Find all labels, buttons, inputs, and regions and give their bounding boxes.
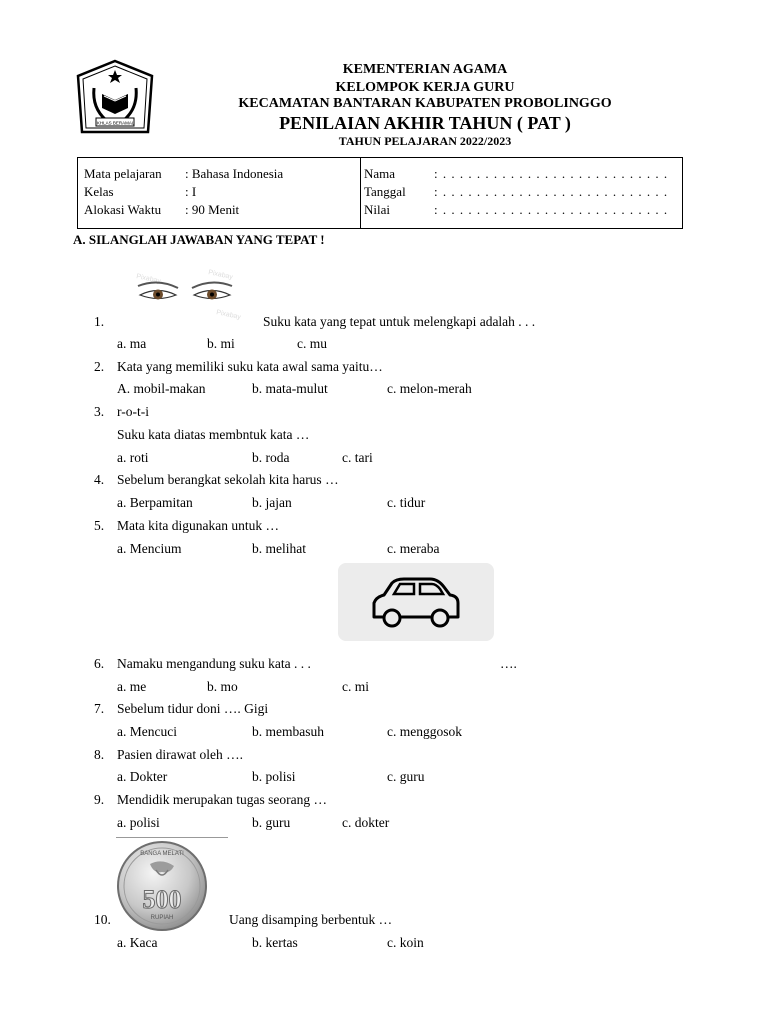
date-label: Tanggal <box>364 184 406 199</box>
question-number: 9. <box>94 792 105 807</box>
option-c[interactable]: c. koin <box>387 935 424 950</box>
option-a[interactable]: a. me <box>117 679 147 694</box>
svg-text:Pixabay: Pixabay <box>215 309 242 322</box>
date-field[interactable]: : . . . . . . . . . . . . . . . . . . . . . . . . . . . <box>434 184 669 199</box>
option-c[interactable]: c. dokter <box>342 815 390 830</box>
option-c[interactable]: c. tidur <box>387 495 426 510</box>
option-a[interactable]: a. Mencuci <box>117 724 177 739</box>
question-number: 4. <box>94 472 105 487</box>
question-text: Pasien dirawat oleh …. <box>117 747 243 762</box>
option-c[interactable]: c. mu <box>297 336 327 351</box>
name-field[interactable]: : . . . . . . . . . . . . . . . . . . . . . . . . . . . <box>434 166 669 181</box>
exam-title: PENILAIAN AKHIR TAHUN ( PAT ) <box>279 113 571 133</box>
coin-value-text: 500 <box>142 885 182 914</box>
question-text-continued: Suku kata diatas membntuk kata … <box>117 427 310 442</box>
question-number: 3. <box>94 404 105 419</box>
time-label: Alokasi Waktu <box>84 202 162 217</box>
option-b[interactable]: b. guru <box>252 815 291 830</box>
question-text: Uang disamping berbentuk … <box>229 912 393 927</box>
option-a[interactable]: a. Berpamitan <box>117 495 193 510</box>
info-divider <box>360 158 361 228</box>
option-a[interactable]: a. Mencium <box>117 541 182 556</box>
class-label: Kelas <box>84 184 114 199</box>
option-a[interactable]: a. roti <box>117 450 149 465</box>
student-info-box <box>77 157 683 229</box>
option-b[interactable]: b. membasuh <box>252 724 324 739</box>
question-text: Kata yang memiliki suku kata awal sama yaitu… <box>117 359 383 374</box>
question-number: 5. <box>94 518 105 533</box>
section-a-heading: A. SILANGLAH JAWABAN YANG TEPAT ! <box>73 232 325 247</box>
class-value: : I <box>185 184 197 199</box>
eyes-image <box>116 264 256 326</box>
logo-ribbon-text: IKHLAS BERAMAL <box>95 120 135 126</box>
svg-text:Pixabay: Pixabay <box>207 269 234 282</box>
question-number: 10. <box>94 912 111 927</box>
option-c[interactable]: c. guru <box>387 769 425 784</box>
option-b[interactable]: b. mo <box>207 679 238 694</box>
score-field[interactable]: : . . . . . . . . . . . . . . . . . . . . . . . . . . . <box>434 202 669 217</box>
question-blank: …. <box>500 656 517 671</box>
svg-text:Pixabay: Pixabay <box>135 273 162 286</box>
question-number: 1. <box>94 314 105 329</box>
question-text: r-o-t-i <box>117 404 149 419</box>
teacher-group-name: KELOMPOK KERJA GURU <box>335 80 515 95</box>
question-text: Suku kata yang tepat untuk melengkapi adalah . . . <box>263 314 536 329</box>
option-c[interactable]: c. mi <box>342 679 369 694</box>
option-c[interactable]: c. melon-merah <box>387 381 472 396</box>
kementerian-agama-logo <box>74 58 156 138</box>
district-name: KECAMATAN BANTARAN KABUPATEN PROBOLINGGO <box>238 96 612 111</box>
subject-value: : Bahasa Indonesia <box>185 166 284 181</box>
question-text: Sebelum berangkat sekolah kita harus … <box>117 472 339 487</box>
coin-top-text: BANGA MELATI <box>140 851 184 857</box>
option-a[interactable]: a. Dokter <box>117 769 168 784</box>
500-rupiah-coin-icon <box>116 840 208 932</box>
car-icon <box>338 563 494 641</box>
option-b[interactable]: b. mi <box>207 336 235 351</box>
option-c[interactable]: c. meraba <box>387 541 440 556</box>
option-b[interactable]: b. mata-mulut <box>252 381 328 396</box>
time-value: : 90 Menit <box>185 202 240 217</box>
option-c[interactable]: c. menggosok <box>387 724 462 739</box>
question-number: 8. <box>94 747 105 762</box>
car-image <box>338 563 494 641</box>
ministry-name: KEMENTERIAN AGAMA <box>342 62 508 77</box>
question-number: 6. <box>94 656 105 671</box>
academic-year: TAHUN PELAJARAN 2022/2023 <box>338 134 512 148</box>
option-b[interactable]: b. jajan <box>252 495 292 510</box>
score-label: Nilai <box>364 202 390 217</box>
image-separator <box>116 837 228 838</box>
option-a[interactable]: A. mobil-makan <box>117 381 206 396</box>
option-b[interactable]: b. melihat <box>252 541 306 556</box>
option-a[interactable]: a. Kaca <box>117 935 158 950</box>
coin-image <box>116 840 208 932</box>
question-number: 7. <box>94 701 105 716</box>
question-text: Namaku mengandung suku kata . . . <box>117 656 311 671</box>
question-text: Mendidik merupakan tugas seorang … <box>117 792 327 807</box>
option-b[interactable]: b. roda <box>252 450 290 465</box>
question-text: Mata kita digunakan untuk … <box>117 518 279 533</box>
coin-unit-text: RUPIAH <box>150 915 174 921</box>
option-b[interactable]: b. polisi <box>252 769 296 784</box>
option-a[interactable]: a. polisi <box>117 815 160 830</box>
question-text: Sebelum tidur doni …. Gigi <box>117 701 269 716</box>
kementerian-agama-emblem-icon <box>74 58 156 138</box>
subject-label: Mata pelajaran <box>84 166 162 181</box>
option-b[interactable]: b. kertas <box>252 935 298 950</box>
question-number: 2. <box>94 359 105 374</box>
option-c[interactable]: c. tari <box>342 450 373 465</box>
name-label: Nama <box>364 166 396 181</box>
option-a[interactable]: a. ma <box>117 336 147 351</box>
